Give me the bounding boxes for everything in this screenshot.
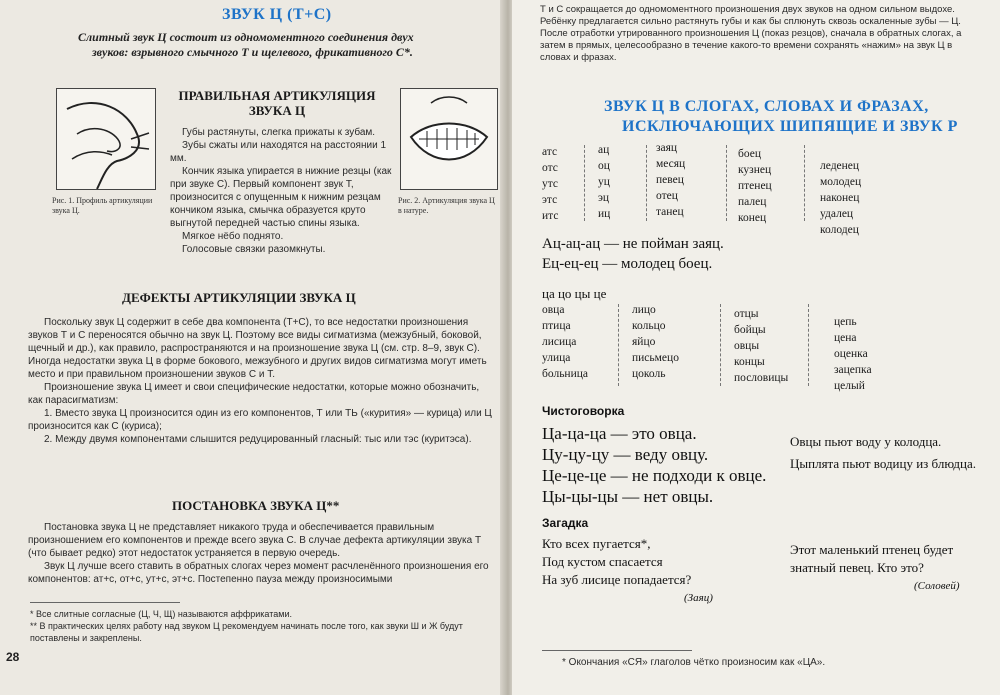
defects-paragraph: 2. Между двумя компонентами слышится редуцированный гласный: тыс или тэс (куритэса).: [44, 434, 472, 445]
figure-profile: [56, 88, 156, 190]
word-item: танец: [656, 206, 684, 218]
riddle-line: знатный певец. Кто это?: [790, 560, 924, 575]
word-item: отец: [656, 190, 678, 202]
riddle-line: Этот маленький птенец будет: [790, 542, 954, 557]
teeth-illustration: [401, 89, 497, 189]
word-item: пословицы: [734, 372, 789, 384]
right-title-line-2: ИСКЛЮЧАЮЩИХ ШИПЯЩИЕ И ЗВУК Р: [622, 118, 958, 135]
defects-heading: ДЕФЕКТЫ АРТИКУЛЯЦИИ ЗВУКА Ц: [122, 290, 356, 305]
word-item: кольцо: [632, 320, 666, 332]
word-item: эц: [598, 192, 610, 204]
word-item: ац: [598, 144, 610, 156]
figure-2-caption: Рис. 2. Артикуляция звука Ц в натуре.: [398, 196, 495, 215]
footnote-rule: [542, 650, 692, 651]
articulation-list: [170, 126, 392, 256]
footnote: * Все слитные согласные (Ц, Ч, Щ) называются аффрикатами.: [30, 609, 292, 619]
riddle-answer: (Соловей): [914, 580, 960, 592]
word-item: цепь: [834, 316, 857, 328]
tongue-twister-line: Цу-цу-цу — веду овцу.: [542, 445, 709, 464]
column-divider: [584, 145, 585, 221]
word-item: овца: [542, 304, 565, 316]
word-item: леденец: [820, 160, 860, 172]
word-item: отцы: [734, 308, 759, 320]
phrase-1: Ац-ац-ац — не пойман заяц.: [542, 236, 724, 252]
column-divider: [720, 304, 721, 386]
column-divider: [726, 145, 727, 221]
word-item: отс: [542, 162, 558, 174]
word-item: палец: [738, 196, 767, 208]
footnote: ** В практических целях работу над звуком Ц рекомендуем начинать после того, как звуки Ш и Ж будут поставлены и закреплены.: [30, 621, 463, 643]
word-item: атс: [542, 146, 558, 158]
word-item: молодец: [820, 176, 862, 188]
word-item: певец: [656, 174, 684, 186]
defects-paragraph: Произношение звука Ц имеет и свои специфические недостатки, которые можно обозначить, как парасигматизм:: [28, 382, 480, 406]
right-title-line-1: ЗВУК Ц В СЛОГАХ, СЛОВАХ И ФРАЗАХ,: [604, 98, 929, 115]
word-item: письмецо: [632, 352, 679, 364]
setup-text: [28, 521, 494, 586]
word-item: заяц: [656, 142, 678, 154]
word-item: месяц: [656, 158, 686, 170]
articulation-item: Кончик языка упирается в нижние резцы (как при звуке С). Первый компонент звук Т, произносится с опущенным к нижним резцам кончиком языка, смычка образуется круто выгнутой передней частью спины языка.: [170, 166, 392, 229]
column-divider: [808, 304, 809, 386]
tongue-twister-line: Цы-цы-цы — нет овцы.: [542, 487, 714, 506]
defects-paragraph: Поскольку звук Ц содержит в себе два компонента (Т+С), то все недостатки произношения звуков Т и С переносятся обычно на звук Ц. Поэтому все виды сигматизма (межзубный, боковой, щечный и др.), как правило, распространяются и на произношение звука Ц (см. стр. 8–9, звук С). Иногда недостатки звука Ц в форме бокового, межзубного и других видов сигматизма могут иметь место и при правильном произношении звуков С и Т.: [28, 317, 487, 380]
column-divider: [804, 145, 805, 221]
column-divider: [618, 304, 619, 386]
syllables: ца цо цы це: [542, 286, 607, 301]
page-number: 28: [6, 650, 20, 664]
figure-teeth: [400, 88, 498, 190]
articulation-heading: ПРАВИЛЬНАЯ АРТИКУЛЯЦИЯ ЗВУКА Ц: [178, 88, 376, 118]
footnote-rule: [30, 602, 180, 603]
setup-heading: ПОСТАНОВКА ЗВУКА Ц**: [172, 498, 340, 513]
word-item: утс: [542, 178, 559, 190]
mouth-profile-illustration: [57, 89, 155, 189]
word-item: лисица: [542, 336, 577, 348]
word-item: птенец: [738, 180, 772, 192]
column-divider: [646, 145, 647, 221]
tongue-twister-line: Це-це-це — не подходи к овце.: [542, 466, 767, 485]
word-item: зацепка: [834, 364, 872, 376]
tongue-twister-line: Ца-ца-ца — это овца.: [542, 424, 697, 443]
side-phrase-2: Цыплята пьют водицу из блюдца.: [790, 456, 976, 471]
defects-paragraph: 1. Вместо звука Ц произносится один из его компонентов, Т или ТЬ («курития» — курица) или Ц произносится как С (куриса);: [28, 408, 492, 432]
word-item: иц: [598, 208, 611, 220]
word-item: бойцы: [734, 324, 766, 336]
word-item: птица: [542, 320, 571, 332]
setup-paragraph: Звук Ц лучше всего ставить в обратных слогах через момент расчленённого произношения его компонентов: ат+с, от+с, ут+с, эт+с. Постепенно пауза между произносимыми: [28, 561, 489, 585]
riddle-answer: (Заяц): [684, 592, 713, 604]
word-item: оц: [598, 160, 610, 172]
defects-text: [28, 316, 494, 446]
word-item: колодец: [820, 224, 859, 236]
articulation-item: Зубы сжаты или находятся на расстоянии 1 мм.: [170, 140, 387, 164]
word-item: лицо: [632, 304, 656, 316]
intro-paragraph: Т и С сокращается до одномоментного произношения двух звуков на одном сильном выдохе. Ребёнку предлагается сильно растянуть губы и как бы сплюнуть сквозь оскаленные зубы — Ц. После отработки утрированного произношения Ц (показ резцов), сначала в обратных слогах, а затем в прямых, целесообразно в течение какого-то времени сохранять «нажим» на звук Ц в словах и фразах.: [540, 4, 962, 63]
word-item: конец: [738, 212, 767, 224]
articulation-item: Голосовые связки разомкнуты.: [182, 244, 326, 255]
word-item: наконец: [820, 192, 860, 204]
figure-1-caption: Рис. 1. Профиль артикуляции звука Ц.: [52, 196, 153, 215]
word-item: итс: [542, 210, 559, 222]
articulation-item: Губы растянуты, слегка прижаты к зубам.: [182, 127, 376, 138]
riddle-line: Кто всех пугается*,: [542, 536, 651, 551]
riddle-line: Под кустом спасается: [542, 554, 663, 569]
intro-line-2: звуков: взрывного смычного Т и щелевого, фрикативного С*.: [92, 45, 413, 59]
phrase-2: Ец-ец-ец — молодец боец.: [542, 256, 713, 272]
intro-line-1: Слитный звук Ц состоит из одномоментного соединения двух: [78, 30, 414, 44]
word-item: улица: [542, 352, 571, 364]
word-item: кузнец: [738, 164, 772, 176]
left-page-title: ЗВУК Ц (Т+С): [222, 6, 332, 23]
word-item: удалец: [820, 208, 854, 220]
word-item: концы: [734, 356, 765, 368]
right-page: [512, 0, 1000, 695]
word-item: этс: [542, 194, 558, 206]
word-item: цоколь: [632, 368, 666, 380]
footnotes: [30, 608, 496, 644]
riddle-line: На зуб лисице попадается?: [542, 572, 692, 587]
articulation-item: Мягкое нёбо поднято.: [182, 231, 284, 242]
tongue-twister-label: Чистоговорка: [542, 404, 625, 418]
word-item: цена: [834, 332, 857, 344]
setup-paragraph: Постановка звука Ц не представляет никакого труда и обеспечивается правильным произношением его компонентов и прежде всего звука С. В случае дефекта артикуляции звука Т (что бывает редко) этот недостаток устраняется в первую очередь.: [28, 522, 482, 559]
word-item: боец: [738, 148, 761, 160]
riddle-label: Загадка: [542, 516, 589, 530]
side-phrase-1: Овцы пьют воду у колодца.: [790, 434, 942, 449]
word-item: яйцо: [632, 336, 656, 348]
word-item: оценка: [834, 348, 868, 360]
word-item: уц: [598, 176, 610, 188]
word-item: овцы: [734, 340, 760, 352]
word-item: больница: [542, 368, 588, 380]
footnote: * Окончания «СЯ» глаголов чётко произносим как «ЦА».: [562, 657, 826, 668]
word-item: целый: [834, 380, 865, 392]
